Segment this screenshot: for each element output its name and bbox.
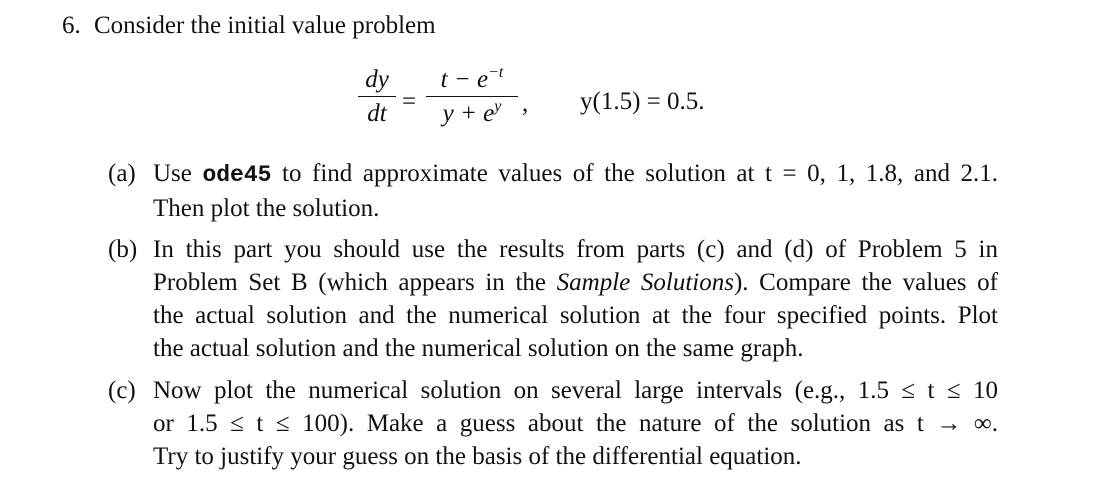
rhs-denominator [426, 100, 518, 128]
part-b-line-4: the actual solution and the numerical solution on the same graph. [153, 335, 804, 362]
rhs-numerator-exponent: −t [488, 64, 504, 81]
part-a-text: Use [153, 160, 203, 187]
part-b-line-2 [153, 266, 998, 299]
rhs-denominator-exponent: y [494, 98, 502, 115]
part-c-line-3: Try to justify your guess on the basis of the differential equation. [153, 443, 802, 470]
derivative-denominator: dt [367, 100, 387, 127]
rhs-numerator [426, 66, 518, 94]
fraction-bar [358, 96, 396, 97]
initial-condition: y(1.5) = 0.5. [580, 88, 705, 115]
part-b-label: (b) [108, 236, 138, 263]
part-b-line-3: the actual solution and the numerical solution at the four specified points. Plot [153, 302, 998, 329]
equation-comma: , [522, 90, 529, 117]
rhs-numerator-base: t − e [440, 66, 489, 93]
part-b [108, 233, 998, 365]
problem-intro: Consider the initial value problem [94, 12, 436, 39]
rhs-denominator-base: y + e [442, 100, 495, 127]
part-a [108, 157, 998, 225]
problem-heading [62, 10, 436, 42]
part-a-line-2: Then plot the solution. [153, 195, 380, 222]
problem-number: 6. [62, 12, 81, 39]
derivative-numerator: dy [365, 66, 389, 93]
part-c-line-1: Now plot the numerical solution on several large intervals (e.g., 1.5 ≤ t ≤ 10 [153, 377, 998, 404]
fraction-bar [426, 96, 518, 97]
part-a-label: (a) [108, 160, 136, 187]
part-a-text: to find approximate values of the solution at t = 0, 1, 1.8, and 2.1. [271, 160, 998, 187]
code-ode45: ode45 [202, 162, 272, 188]
equals-sign: = [402, 88, 417, 115]
derivative-fraction [358, 66, 396, 128]
part-b-text: ). Compare the values of [733, 269, 998, 296]
part-c-line-2: or 1.5 ≤ t ≤ 100). Make a guess about the nature of the solution as t → ∞. [153, 410, 998, 437]
part-b-text: Problem Set B (which appears in the [153, 269, 557, 296]
rhs-fraction [426, 66, 518, 128]
part-c-label: (c) [108, 377, 136, 404]
display-equation [358, 66, 778, 138]
sample-solutions-title: Sample Solutions [556, 269, 734, 296]
part-b-line-1: In this part you should use the results from parts (c) and (d) of Problem 5 in [153, 236, 998, 263]
part-a-line-1 [153, 157, 998, 192]
part-c [108, 374, 998, 473]
